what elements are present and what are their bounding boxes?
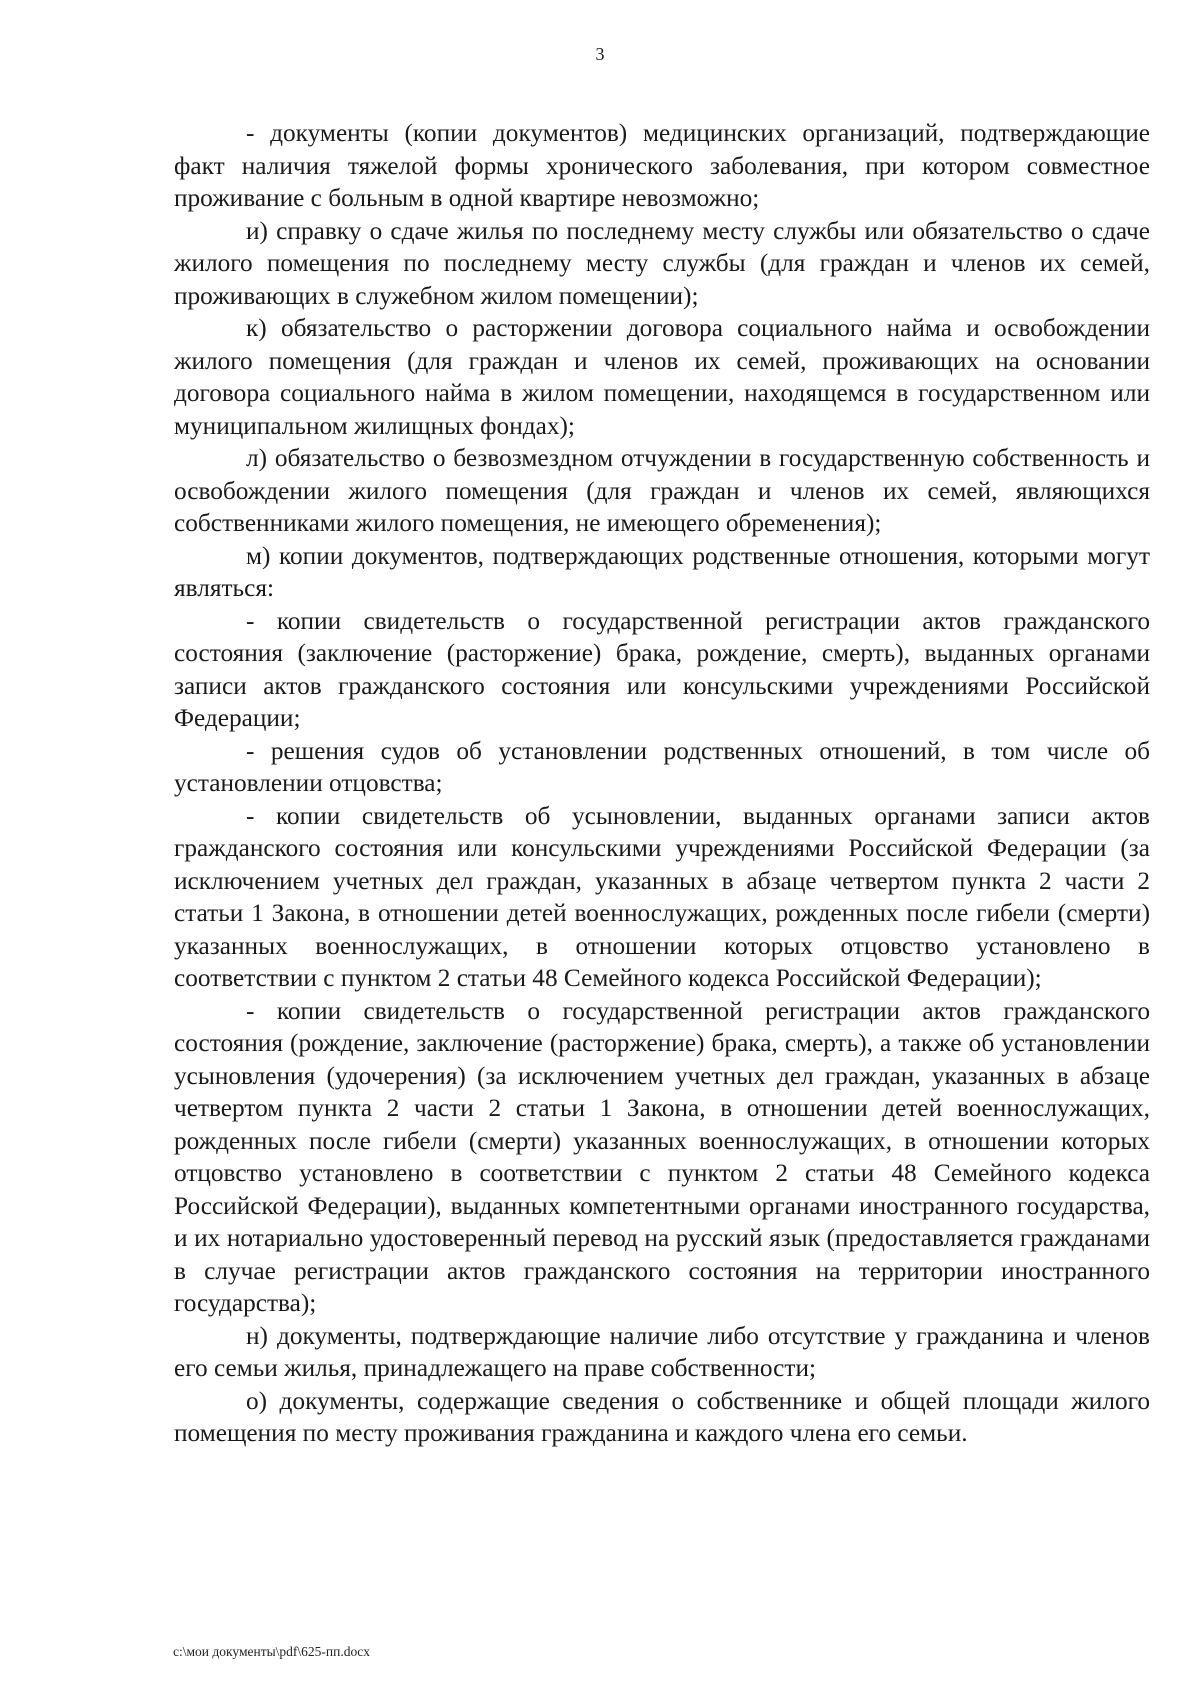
paragraph-item-i: и) справку о сдаче жилья по последнему месту службы или обязательство о сдаче жилого помещения по последнему месту службы (для граждан и членов их семей, проживающих в служебном жилом помещении); xyxy=(174,216,1150,310)
paragraph-adoption-certificates: - копии свидетельств об усыновлении, выданных органами записи актов гражданского состояния или консульскими учреждениями Российской Федерации (за исключением учетных дел граждан, указанных в абзаце четвертом пункта 2 части 2 статьи 1 Закона, в отношении детей военнослужащих, рожденных после гибели (смерти) указанных военнослужащих, в отношении которых отцовство установлено в соответствии с пунктом 2 статьи 48 Семейного кодекса Российской Федерации); xyxy=(174,801,1150,992)
paragraph-state-registration-certificates: - копии свидетельств о государственной регистрации актов гражданского состояния (заключение (расторжение) брака, рождение, смерть), выданных органами записи актов гражданского состояния или консульскими учреждениями Российской Федерации; xyxy=(174,606,1150,732)
page-number: 3 xyxy=(595,44,605,64)
footer-file-path: c:\мои документы\pdf\625-пп.docx xyxy=(173,1644,370,1659)
paragraph-foreign-certificates: - копии свидетельств о государственной регистрации актов гражданского состояния (рождение, заключение (расторжение) брака, смерть), а также об установлении усыновления (удочерения) (за исключением учетных дел граждан, указанных в абзаце четвертом пункта 2 части 2 статьи 1 Закона, в отношении детей военнослужащих, рожденных после гибели (смерти) указанных военнослужащих, в отношении которых отцовство установлено в соответствии с пунктом 2 статьи 48 Семейного кодекса Российской Федерации), выданных компетентными органами иностранного государства, и их нотариально удостоверенный перевод на русский язык (предоставляется гражданами в случае регистрации актов гражданского состояния на территории иностранного государства); xyxy=(174,996,1150,1317)
paragraph-medical-documents: - документы (копии документов) медицинских организаций, подтверждающие факт наличия тяжелой формы хронического заболевания, при котором совместное проживание с больным в одной квартире невозможно; xyxy=(174,119,1150,212)
paragraph-item-l: л) обязательство о безвозмездном отчуждении в государственную собственность и освобождении жилого помещения (для граждан и членов их семей, являющихся собственниками жилого помещения, не имеющего обременения); xyxy=(174,444,1150,537)
paragraph-item-n: н) документы, подтверждающие наличие либо отсутствие у гражданина и членов его семьи жилья, принадлежащего на праве собственности; xyxy=(174,1321,1150,1382)
paragraph-item-m: м) копии документов, подтверждающих родственные отношения, которыми могут являться: xyxy=(174,541,1150,602)
paragraph-item-k: к) обязательство о расторжении договора социального найма и освобождении жилого помещения (для граждан и членов их семей, проживающих на основании договора социального найма в жилом помещении, находящемся в государственном или муниципальном жилищных фондах); xyxy=(174,314,1150,440)
document-body xyxy=(174,117,1150,1450)
paragraph-item-o: о) документы, содержащие сведения о собственнике и общей площади жилого помещения по месту проживания гражданина и каждого члена его семьи. xyxy=(174,1386,1150,1447)
paragraph-court-decisions: - решения судов об установлении родственных отношений, в том числе об установлении отцовства; xyxy=(174,736,1150,797)
